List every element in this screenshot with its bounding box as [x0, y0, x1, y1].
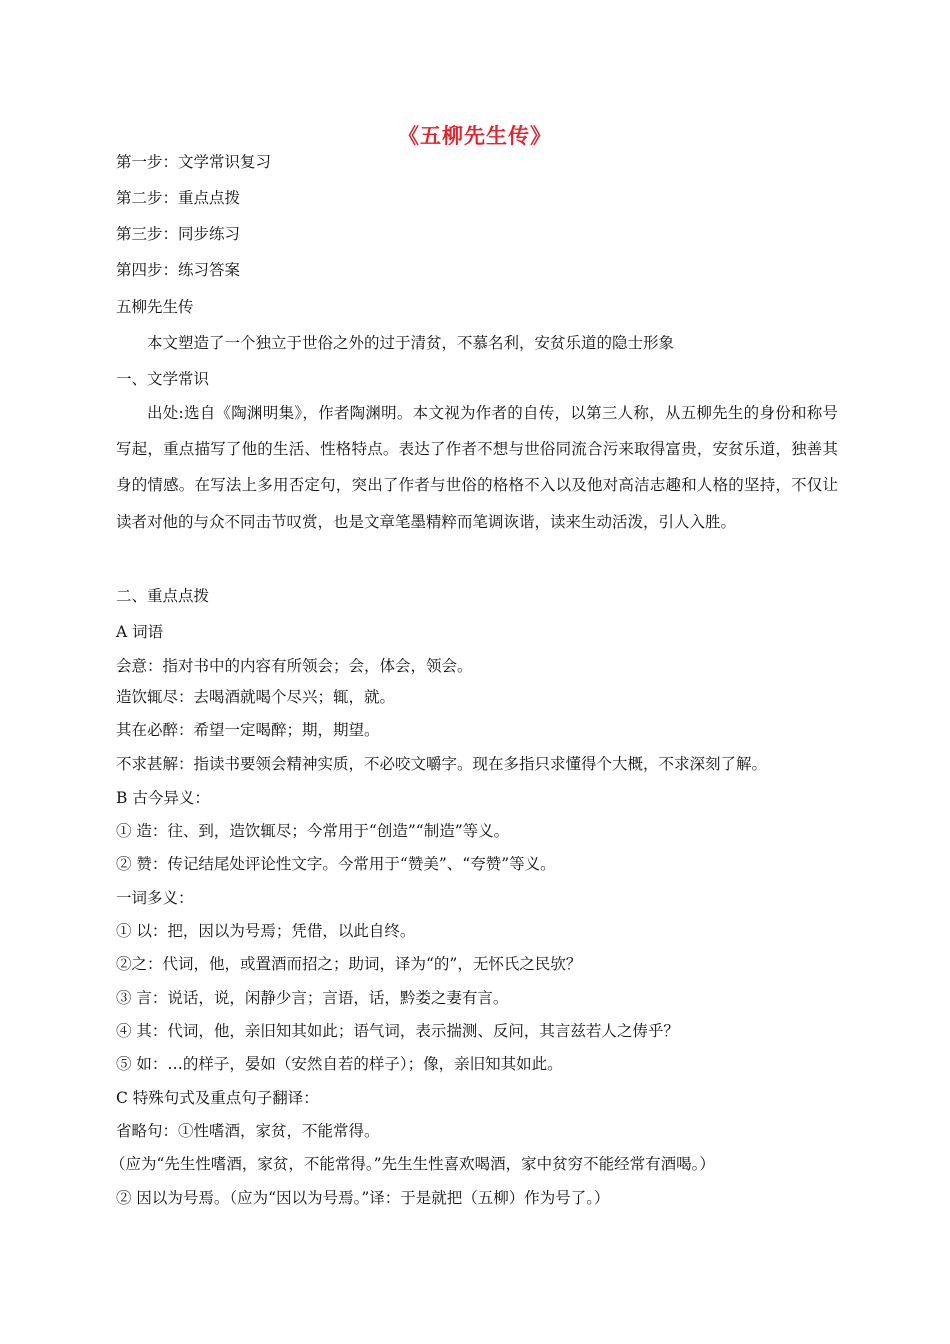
sentence-item: （应为“先生性嗜酒，家贫，不能常得。”先生生性喜欢喝酒，家中贫穷不能经常有酒喝。）	[110, 1155, 715, 1173]
step-3: 第三步：同步练习	[116, 225, 241, 243]
polysemy-item: ③ 言：说话，说，闲静少言；言语，话，黔娄之妻有言。	[116, 989, 509, 1007]
vocab-item: 不求甚解：指读书要领会精神实质，不必咬文嚼字。现在多指只求懂得个大概，不求深刻了解。	[116, 755, 768, 773]
summary-text: 本文塑造了一个独立于世俗之外的过于清贫，不慕名利，安贫乐道的隐士形象	[147, 334, 675, 352]
polysemy-item: ②之：代词，他，或置酒而招之；助词，译为“的”，无怀氏之民欤？	[116, 955, 582, 973]
vocab-item: 会意：指对书中的内容有所领会；会，体会，领会。	[116, 657, 473, 675]
polysemy-item: ⑤ 如：…的样子，晏如（安然自若的样子）；像，亲旧知其如此。	[116, 1055, 563, 1073]
ancient-modern-item: ② 赞：传记结尾处评论性文字。今常用于“赞美”、“夸赞”等义。	[116, 855, 556, 873]
ancient-modern-heading: B 古今异义：	[116, 789, 210, 807]
step-1: 第一步：文学常识复习	[116, 153, 272, 171]
sentence-item: 省略句：①性嗜酒，家贫，不能常得。	[116, 1122, 380, 1140]
literary-background-paragraph: 出处:选自《陶渊明集》，作者陶渊明。本文视为作者的自传，以第三人称，从五柳先生的身份和称号写起，重点描写了他的生活、性格特点。表达了作者不想与世俗同流合污来取得富贵，安贫乐道，独善其身的情感。在写法上多用否定句，突出了作者与世俗的格格不入以及他对高洁志趣和人格的坚持，不仅让读者对他的与众不同击节叹赏，也是文章笔墨精粹而笔调诙谐，读来生动活泼，引人入胜。	[116, 404, 838, 531]
step-4: 第四步：练习答案	[116, 261, 241, 279]
step-2: 第二步：重点点拨	[116, 189, 241, 207]
polysemy-heading: 一词多义：	[116, 889, 194, 907]
ancient-modern-item: ① 造：往、到，造饮辄尽；今常用于“创造”“制造”等义。	[116, 822, 510, 840]
sentence-item: ② 因以为号焉。（应为“因以为号焉。”译：于是就把（五柳）作为号了。）	[116, 1189, 610, 1207]
polysemy-item: ④ 其：代词，他，亲旧知其如此；语气词，表示揣测、反问，其言兹若人之俦乎？	[116, 1022, 679, 1040]
section-2-heading: 二、重点点拨	[116, 587, 210, 605]
sentence-heading: C 特殊句式及重点句子翻译：	[116, 1089, 319, 1107]
vocab-item: 造饮辄尽：去喝酒就喝个尽兴；辄，就。	[116, 688, 396, 706]
section-1-heading: 一、文学常识	[116, 370, 210, 388]
vocab-item: 其在必醉：希望一定喝醉；期，期望。	[116, 721, 380, 739]
vocab-heading: A 词语	[116, 623, 164, 641]
document-title: 《五柳先生传》	[398, 124, 552, 148]
polysemy-item: ① 以：把，因以为号焉；凭借，以此自终。	[116, 922, 416, 940]
article-subtitle: 五柳先生传	[116, 298, 194, 316]
